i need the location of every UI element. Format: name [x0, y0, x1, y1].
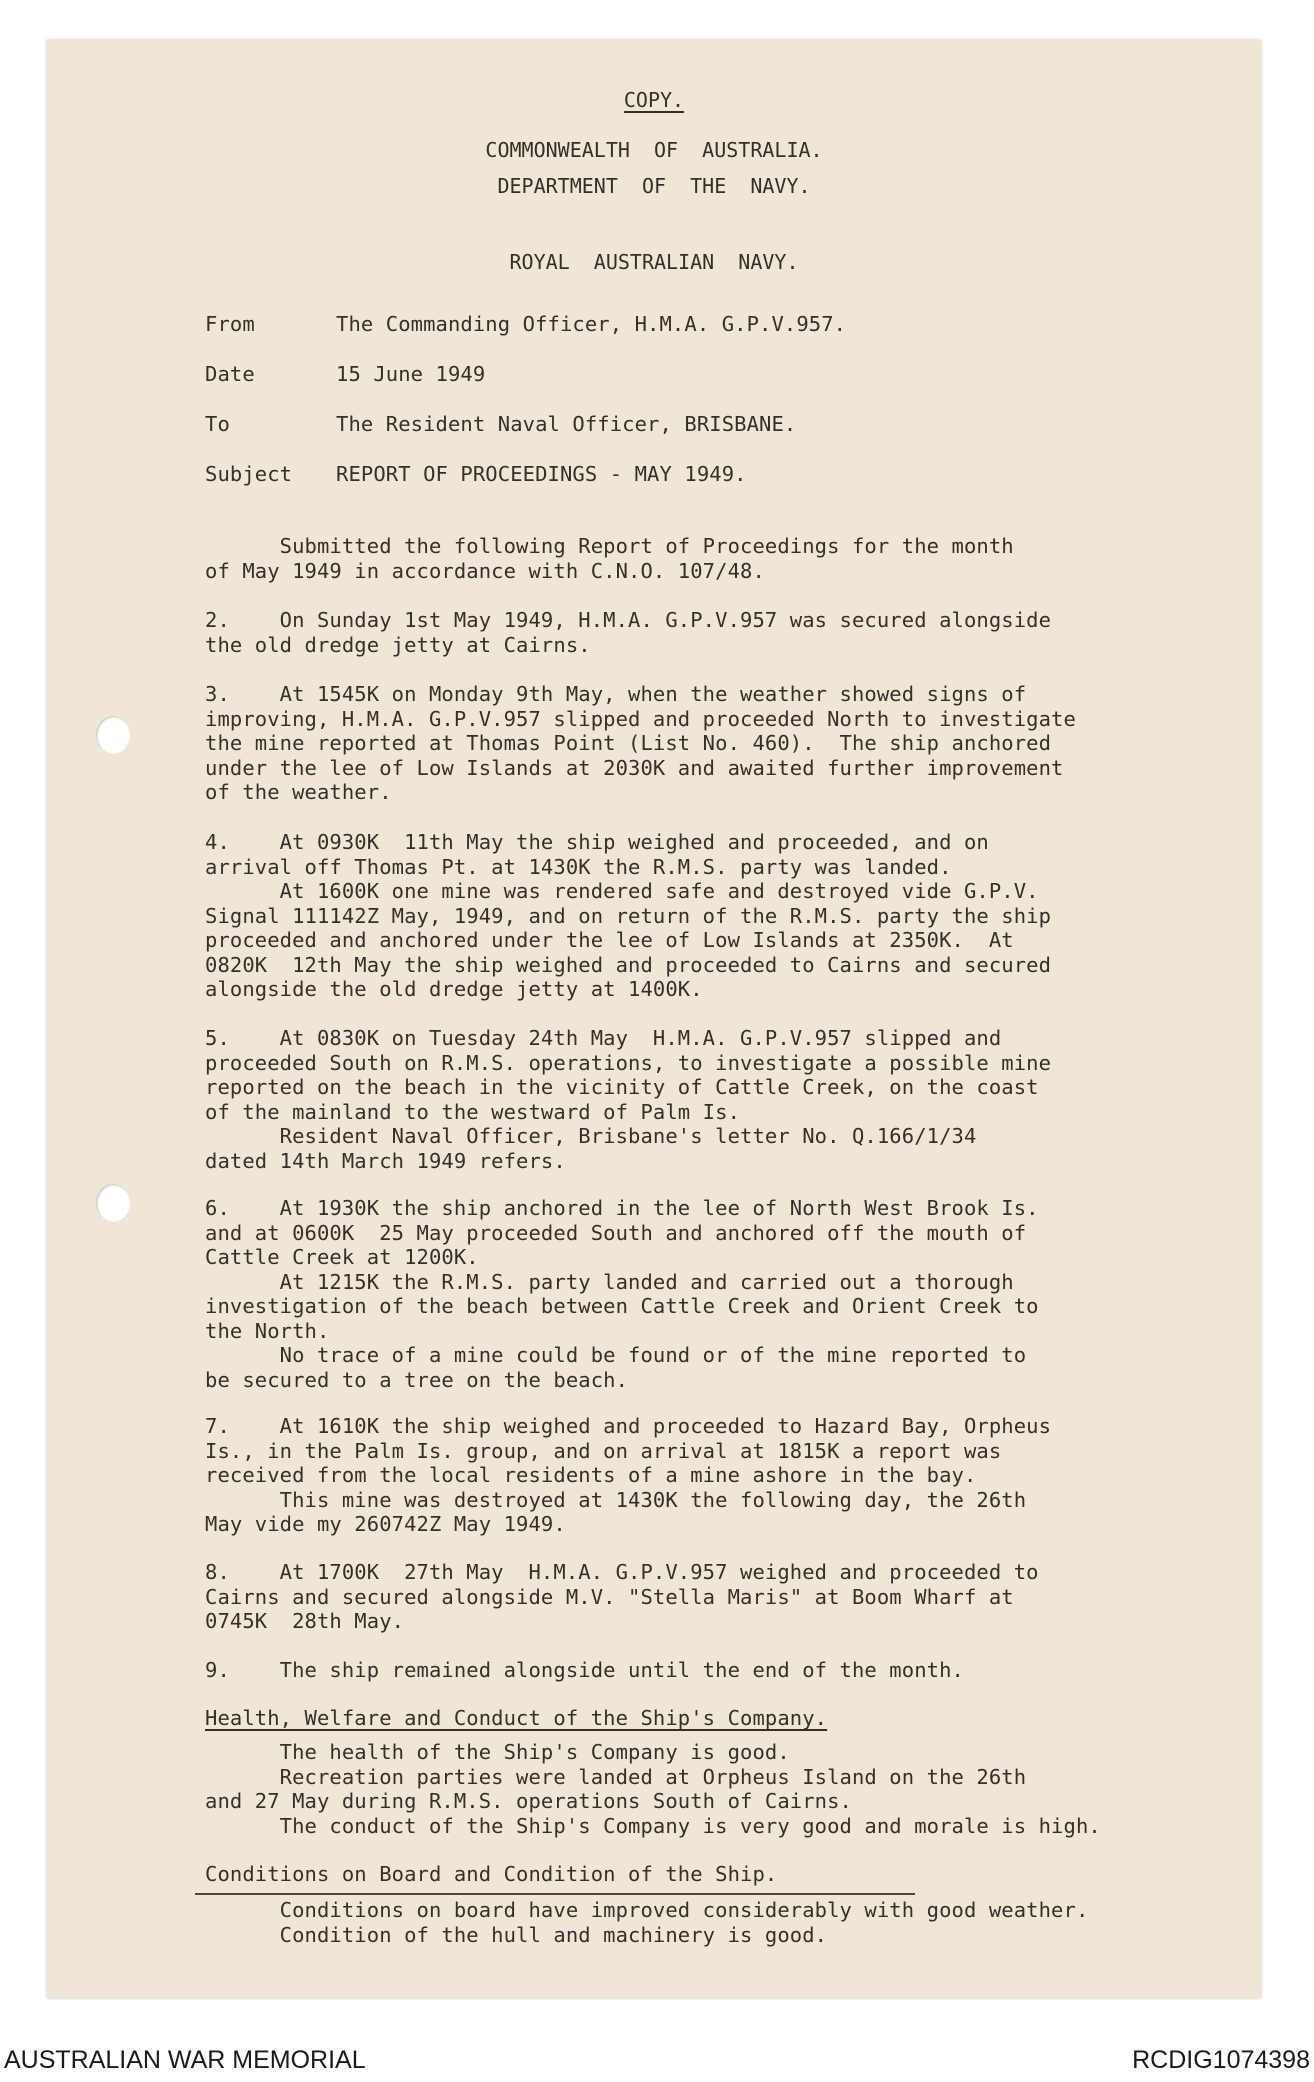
to-value: The Resident Naval Officer, BRISBANE. — [336, 412, 797, 436]
footer-source: AUSTRALIAN WAR MEMORIAL — [4, 2046, 366, 2074]
navy-heading: ROYAL AUSTRALIAN NAVY. — [509, 250, 799, 274]
subject-label: Subject — [205, 462, 293, 486]
document-page — [47, 40, 1261, 1998]
health-welfare-heading: Health, Welfare and Conduct of the Ship's Company. — [205, 1706, 828, 1730]
from-value: The Commanding Officer, H.M.A. G.P.V.957. — [336, 312, 847, 336]
paragraph-1: Submitted the following Report of Proceedings for the month of May 1949 in accordance with C.N.O. 107/48. — [205, 534, 1014, 583]
paragraph-6: 6. At 1930K the ship anchored in the lee of North West Brook Is. and at 0600K 25 May proceeded South and anchored off the mouth of Cattle Creek at 1200K. At 1215K the R.M.S. party landed and carried out a thorough investigation of the beach between Cattle Creek and Orient Creek to the North. No trace of a mine could be found or of the mine reported to be secured to a tree on the beach. — [205, 1196, 1039, 1392]
conditions-heading-rule — [195, 1893, 915, 1895]
department-heading: DEPARTMENT OF THE NAVY. — [497, 174, 811, 198]
paragraph-9: 9. The ship remained alongside until the end of the month. — [205, 1658, 964, 1682]
from-label: From — [205, 312, 255, 336]
conditions-heading: Conditions on Board and Condition of the Ship. — [205, 1862, 778, 1886]
footer-reference: RCDIG1074398 — [1132, 2046, 1310, 2074]
to-label: To — [205, 412, 230, 436]
paragraph-2: 2. On Sunday 1st May 1949, H.M.A. G.P.V.957 was secured alongside the old dredge jetty at Cairns. — [205, 608, 1052, 657]
paragraph-8: 8. At 1700K 27th May H.M.A. G.P.V.957 weighed and proceeded to Cairns and secured alongside M.V. "Stella Maris" at Boom Wharf at 0745K 28th May. — [205, 1560, 1039, 1633]
commonwealth-heading: COMMONWEALTH OF AUSTRALIA. — [485, 138, 823, 162]
paragraph-health: The health of the Ship's Company is good. Recreation parties were landed at Orpheus Island on the 26th and 27 May during R.M.S. operations South of Cairns. The conduct of the Ship's Company is very good and morale is high. — [205, 1740, 1101, 1838]
date-label: Date — [205, 362, 255, 386]
paragraph-conditions: Conditions on board have improved considerably with good weather. Condition of the hull and machinery is good. — [279, 1898, 1089, 1947]
paragraph-4: 4. At 0930K 11th May the ship weighed and proceeded, and on arrival off Thomas Pt. at 1430K the R.M.S. party was landed. At 1600K one mine was rendered safe and destroyed vide G.P.V. Signal 111142Z May, 1949, and on return of the R.M.S. party the ship proceeded and anchored under the lee of Low Islands at 2350K. At 0820K 12th May the ship weighed and proceeded to Cairns and secured alongside the old dredge jetty at 1400K. — [205, 830, 1052, 1001]
date-value: 15 June 1949 — [336, 362, 486, 386]
punch-hole-top — [96, 716, 130, 754]
copy-heading: COPY. — [623, 88, 685, 112]
paragraph-5: 5. At 0830K on Tuesday 24th May H.M.A. G.P.V.957 slipped and proceeded South on R.M.S. operations, to investigate a possible mine reported on the beach in the vicinity of Cattle Creek, on the coast of the mainland to the westward of Palm Is. Resident Naval Officer, Brisbane's letter No. Q.166/1/34 dated 14th March 1949 refers. — [205, 1026, 1052, 1173]
punch-hole-bottom — [96, 1184, 130, 1222]
subject-value: REPORT OF PROCEEDINGS - MAY 1949. — [336, 462, 747, 486]
paragraph-7: 7. At 1610K the ship weighed and proceeded to Hazard Bay, Orpheus Is., in the Palm Is. group, and on arrival at 1815K a report was received from the local residents of a mine ashore in the bay. This mine was destroyed at 1430K the following day, the 26th May vide my 260742Z May 1949. — [205, 1414, 1052, 1536]
paragraph-3: 3. At 1545K on Monday 9th May, when the weather showed signs of improving, H.M.A. G.P.V.957 slipped and proceeded North to investigate the mine reported at Thomas Point (List No. 460). The ship anchored under the lee of Low Islands at 2030K and awaited further improvement of the weather. — [205, 682, 1076, 804]
